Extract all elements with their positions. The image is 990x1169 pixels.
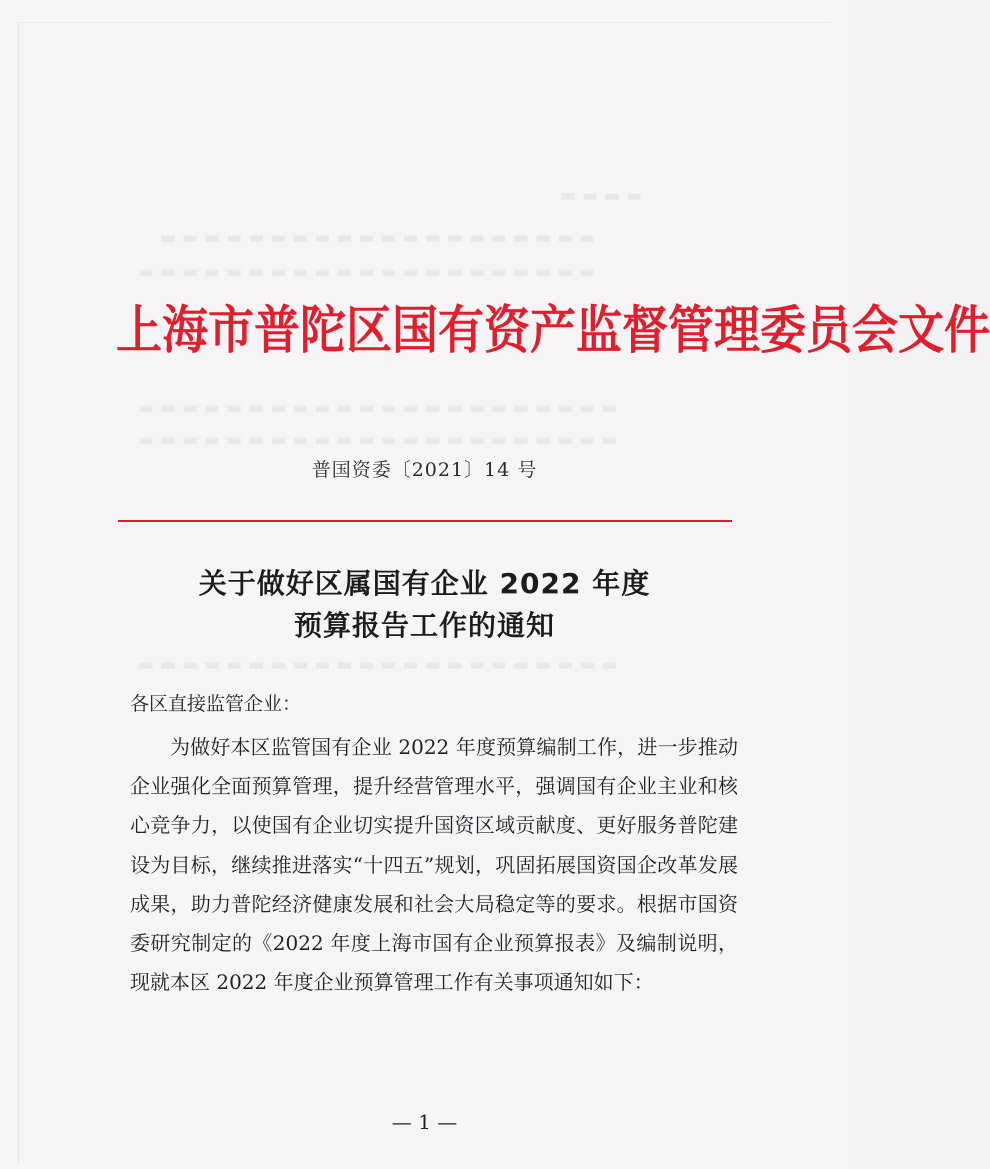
issuer-title [116, 285, 990, 375]
issuer-title-char: 海 [162, 299, 208, 361]
issuer-title-char: 陀 [300, 299, 346, 361]
document-title-line-2: 预算报告工作的通知 [293, 609, 555, 642]
issuer-title-char: 普 [254, 299, 300, 361]
salutation: 各区直接监管企业： [130, 693, 302, 715]
document-title-line-1: 关于做好区属国有企业 2022 年度 [198, 567, 651, 600]
red-divider-line [118, 520, 732, 522]
issuer-title-char: 会 [852, 299, 898, 361]
document-number: 普国资委〔2021〕14 号 [311, 459, 538, 481]
issuer-title-char: 件 [944, 299, 990, 361]
page-number: — 1 — [391, 1110, 458, 1134]
show-through-texture: ▬▬▬▬ [560, 186, 649, 206]
issuer-title-char: 督 [622, 299, 668, 361]
issuer-title-char: 市 [208, 299, 254, 361]
show-through-texture: ▬▬▬▬▬▬▬▬▬▬▬▬▬▬▬▬▬▬▬▬▬ [138, 262, 602, 282]
issuer-title-char: 上 [116, 299, 162, 361]
body-paragraph: 为做好本区监管国有企业 2022 年度预算编制工作，进一步推动企业强化全面预算管理，提升经营管理水平，强调国有企业主业和核心竞争力，以使国有企业切实提升国资区域贡献度、更好服务普陀建设为目标，继续推进落实“十四五”规划，巩固拓展国资国企改革发展成果，助力普陀经济健康发展和社会大局稳定等的要求。根据市国资委研究制定的《2022 年度上海市国有企业预算报表》及编制说明，现就本区 2022 年度企业预算管理工作有关事项通知如下： [130, 735, 738, 995]
issuer-title-char: 产 [530, 299, 576, 361]
issuer-title-char: 员 [806, 299, 852, 361]
issuer-title-char: 有 [438, 299, 484, 361]
issuer-title-char: 文 [898, 299, 944, 361]
issuer-title-char: 理 [714, 299, 760, 361]
issuer-title-char: 资 [484, 299, 530, 361]
issuer-title-char: 委 [760, 299, 806, 361]
show-through-texture: ▬▬▬▬▬▬▬▬▬▬▬▬▬▬▬▬▬▬▬▬▬▬ [138, 398, 624, 418]
show-through-texture: ▬▬▬▬▬▬▬▬▬▬▬▬▬▬▬▬▬▬▬▬▬▬ [138, 430, 624, 450]
issuer-title-char: 区 [346, 299, 392, 361]
show-through-texture: ▬▬▬▬▬▬▬▬▬▬▬▬▬▬▬▬▬▬▬▬ [160, 228, 602, 248]
issuer-title-char: 管 [668, 299, 714, 361]
issuer-title-char: 国 [392, 299, 438, 361]
issuer-title-char: 监 [576, 299, 622, 361]
show-through-texture: ▬▬▬▬▬▬▬▬▬▬▬▬▬▬▬▬▬▬▬▬▬▬ [138, 655, 624, 675]
